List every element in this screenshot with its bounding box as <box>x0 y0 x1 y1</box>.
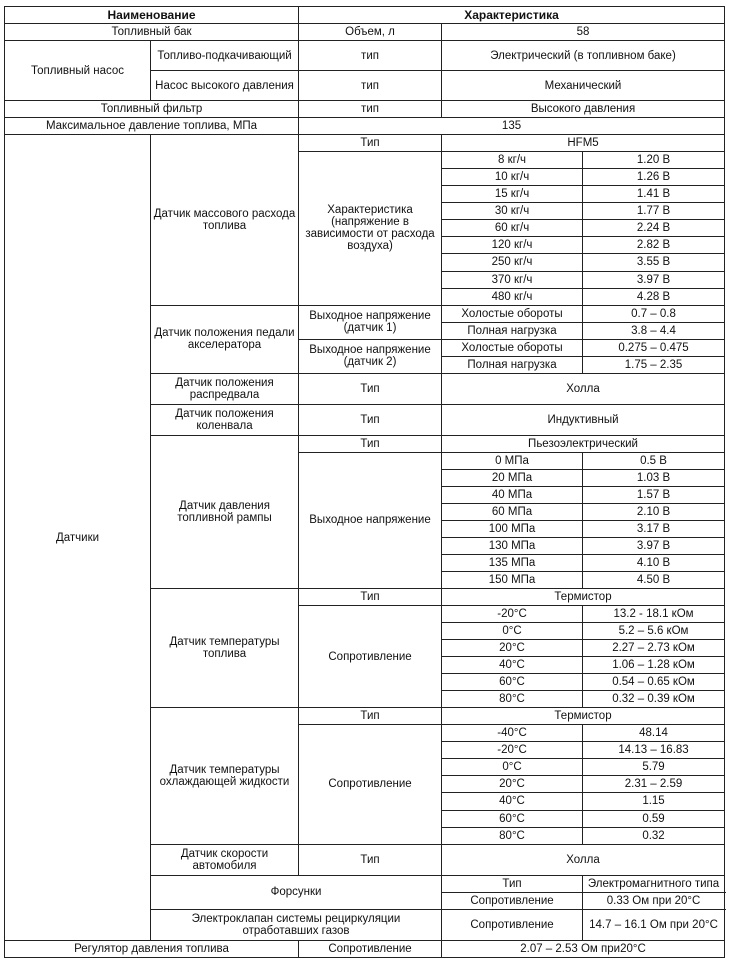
rail-type-value: Пьезоэлектрический <box>442 435 725 452</box>
fuel-tank-param: Объем, л <box>299 24 442 41</box>
coolant-temp-t: 40°С <box>442 793 583 810</box>
rail-pressure: 100 МПа <box>442 520 583 537</box>
speed-sensor-value: Холла <box>442 844 725 875</box>
maf-flow: 250 кг/ч <box>442 254 583 271</box>
boost-pump-name: Топливо-подкачивающий <box>151 41 299 71</box>
injectors-name: Форсунки <box>151 875 442 909</box>
rail-pressure: 150 МПа <box>442 572 583 589</box>
coolant-temp-r: 0.32 <box>583 827 725 844</box>
coolant-temp-r: 0.59 <box>583 810 725 827</box>
header-name: Наименование <box>5 7 299 24</box>
hp-pump-value: Механический <box>442 71 725 101</box>
coolant-temp-t: 80°С <box>442 827 583 844</box>
pedal-s2-idle-label: Холостые обороты <box>442 339 583 356</box>
rail-pressure: 135 МПа <box>442 555 583 572</box>
maf-sensor-name: Датчик массового расхода топлива <box>151 135 299 305</box>
regulator-value: 2.07 – 2.53 Ом при20°С <box>442 940 725 957</box>
pedal-s1-idle-value: 0.7 – 0.8 <box>583 305 725 322</box>
rail-volt: 4.50 В <box>583 572 725 589</box>
injectors-res-value: 0.33 Ом при 20°С <box>583 892 725 909</box>
crank-sensor-value: Индуктивный <box>442 404 725 435</box>
injectors-res-label: Сопротивление <box>442 892 583 909</box>
cam-sensor-param: Тип <box>299 373 442 404</box>
rail-pressure: 130 МПа <box>442 538 583 555</box>
maf-flow: 8 кг/ч <box>442 152 583 169</box>
fuel-pump-name: Топливный насос <box>5 41 151 101</box>
rail-volt: 1.57 В <box>583 486 725 503</box>
fuel-temp-t: -20°С <box>442 606 583 623</box>
fuel-temp-sensor-name: Датчик температуры топлива <box>151 589 299 708</box>
coolant-temp-sensor-name: Датчик температуры охлаждающей жидкости <box>151 708 299 844</box>
maf-flow: 480 кг/ч <box>442 288 583 305</box>
hp-pump-name: Насос высокого давления <box>151 71 299 101</box>
pedal-s2-label: Выходное напряжение (датчик 2) <box>299 339 442 373</box>
fuel-temp-type-value: Термистор <box>442 589 725 606</box>
pedal-s2-full-value: 1.75 – 2.35 <box>583 356 725 373</box>
pedal-s2-full-label: Полная нагрузка <box>442 356 583 373</box>
boost-pump-value: Электрический (в топливном баке) <box>442 41 725 71</box>
rail-pressure: 20 МПа <box>442 469 583 486</box>
maf-char-label: Характеристика (напряжение в зависимости от расхода воздуха) <box>299 152 442 305</box>
maf-type-value: HFM5 <box>442 135 725 152</box>
fuel-temp-t: 80°С <box>442 691 583 708</box>
spec-table <box>4 6 725 958</box>
fuel-temp-r: 0.54 – 0.65 кОм <box>583 674 725 691</box>
cam-sensor-value: Холла <box>442 373 725 404</box>
maf-volt: 1.20 В <box>583 152 725 169</box>
fuel-tank-name: Топливный бак <box>5 24 299 41</box>
egr-valve-param: Сопротивление <box>442 909 583 940</box>
coolant-temp-r: 2.31 – 2.59 <box>583 776 725 793</box>
maf-volt: 2.24 В <box>583 220 725 237</box>
pedal-s1-label: Выходное напряжение (датчик 1) <box>299 305 442 339</box>
rail-volt: 3.97 В <box>583 538 725 555</box>
egr-valve-name: Электроклапан системы рециркуляции отработавших газов <box>151 909 442 940</box>
spec-page <box>4 6 724 958</box>
maf-volt: 1.26 В <box>583 169 725 186</box>
rail-sensor-name: Датчик давления топливной рампы <box>151 435 299 588</box>
rail-volt: 4.10 В <box>583 555 725 572</box>
crank-sensor-name: Датчик положения коленвала <box>151 404 299 435</box>
rail-out-label: Выходное напряжение <box>299 452 442 588</box>
hp-pump-param: тип <box>299 71 442 101</box>
coolant-temp-res-label: Сопротивление <box>299 725 442 844</box>
coolant-temp-t: 60°С <box>442 810 583 827</box>
pedal-s1-idle-label: Холостые обороты <box>442 305 583 322</box>
rail-volt: 1.03 В <box>583 469 725 486</box>
rail-pressure: 40 МПа <box>442 486 583 503</box>
fuel-temp-t: 40°С <box>442 657 583 674</box>
maf-volt: 4.28 В <box>583 288 725 305</box>
maf-volt: 1.77 В <box>583 203 725 220</box>
boost-pump-param: тип <box>299 41 442 71</box>
fuel-tank-value: 58 <box>442 24 725 41</box>
pedal-s1-full-label: Полная нагрузка <box>442 322 583 339</box>
maf-flow: 370 кг/ч <box>442 271 583 288</box>
coolant-temp-t: 20°С <box>442 776 583 793</box>
maf-volt: 1.41 В <box>583 186 725 203</box>
speed-sensor-param: Тип <box>299 844 442 875</box>
pedal-s2-idle-value: 0.275 – 0.475 <box>583 339 725 356</box>
fuel-temp-r: 1.06 – 1.28 кОм <box>583 657 725 674</box>
regulator-name: Регулятор давления топлива <box>5 940 299 957</box>
fuel-temp-r: 0.32 – 0.39 кОм <box>583 691 725 708</box>
maf-type-label: Тип <box>299 135 442 152</box>
maf-flow: 15 кг/ч <box>442 186 583 203</box>
fuel-temp-r: 5.2 – 5.6 кОм <box>583 623 725 640</box>
coolant-temp-r: 1.15 <box>583 793 725 810</box>
maf-flow: 10 кг/ч <box>442 169 583 186</box>
fuel-temp-t: 60°С <box>442 674 583 691</box>
cam-sensor-name: Датчик положения распредвала <box>151 373 299 404</box>
maf-volt: 3.55 В <box>583 254 725 271</box>
injectors-type-label: Тип <box>442 875 583 892</box>
speed-sensor-name: Датчик скорости автомобиля <box>151 844 299 875</box>
rail-pressure: 60 МПа <box>442 503 583 520</box>
max-pressure-name: Максимальное давление топлива, МПа <box>5 118 299 135</box>
maf-volt: 3.97 В <box>583 271 725 288</box>
coolant-temp-t: 0°С <box>442 759 583 776</box>
coolant-temp-t: -20°С <box>442 742 583 759</box>
rail-pressure: 0 МПа <box>442 452 583 469</box>
fuel-temp-t: 0°С <box>442 623 583 640</box>
fuel-temp-r: 2.27 – 2.73 кОм <box>583 640 725 657</box>
fuel-temp-r: 13.2 - 18.1 кОм <box>583 606 725 623</box>
fuel-temp-type-label: Тип <box>299 589 442 606</box>
rail-volt: 2.10 В <box>583 503 725 520</box>
injectors-type-value: Электромагнитного типа <box>583 875 725 892</box>
max-pressure-value: 135 <box>299 118 725 135</box>
regulator-param: Сопротивление <box>299 940 442 957</box>
header-characteristic: Характеристика <box>299 7 725 24</box>
coolant-temp-r: 5.79 <box>583 759 725 776</box>
egr-valve-value: 14.7 – 16.1 Ом при 20°С <box>583 909 725 940</box>
fuel-temp-t: 20°С <box>442 640 583 657</box>
rail-volt: 3.17 В <box>583 520 725 537</box>
maf-volt: 2.82 В <box>583 237 725 254</box>
fuel-filter-value: Высокого давления <box>442 101 725 118</box>
pedal-s1-full-value: 3.8 – 4.4 <box>583 322 725 339</box>
coolant-temp-r: 14.13 – 16.83 <box>583 742 725 759</box>
rail-type-label: Тип <box>299 435 442 452</box>
maf-flow: 120 кг/ч <box>442 237 583 254</box>
coolant-temp-r: 48.14 <box>583 725 725 742</box>
sensors-group: Датчики <box>5 135 151 941</box>
coolant-temp-type-value: Термистор <box>442 708 725 725</box>
fuel-filter-name: Топливный фильтр <box>5 101 299 118</box>
pedal-sensor-name: Датчик положения педали акселератора <box>151 305 299 373</box>
maf-flow: 30 кг/ч <box>442 203 583 220</box>
maf-flow: 60 кг/ч <box>442 220 583 237</box>
coolant-temp-t: -40°С <box>442 725 583 742</box>
rail-volt: 0.5 В <box>583 452 725 469</box>
coolant-temp-type-label: Тип <box>299 708 442 725</box>
crank-sensor-param: Тип <box>299 404 442 435</box>
fuel-filter-param: тип <box>299 101 442 118</box>
fuel-temp-res-label: Сопротивление <box>299 606 442 708</box>
